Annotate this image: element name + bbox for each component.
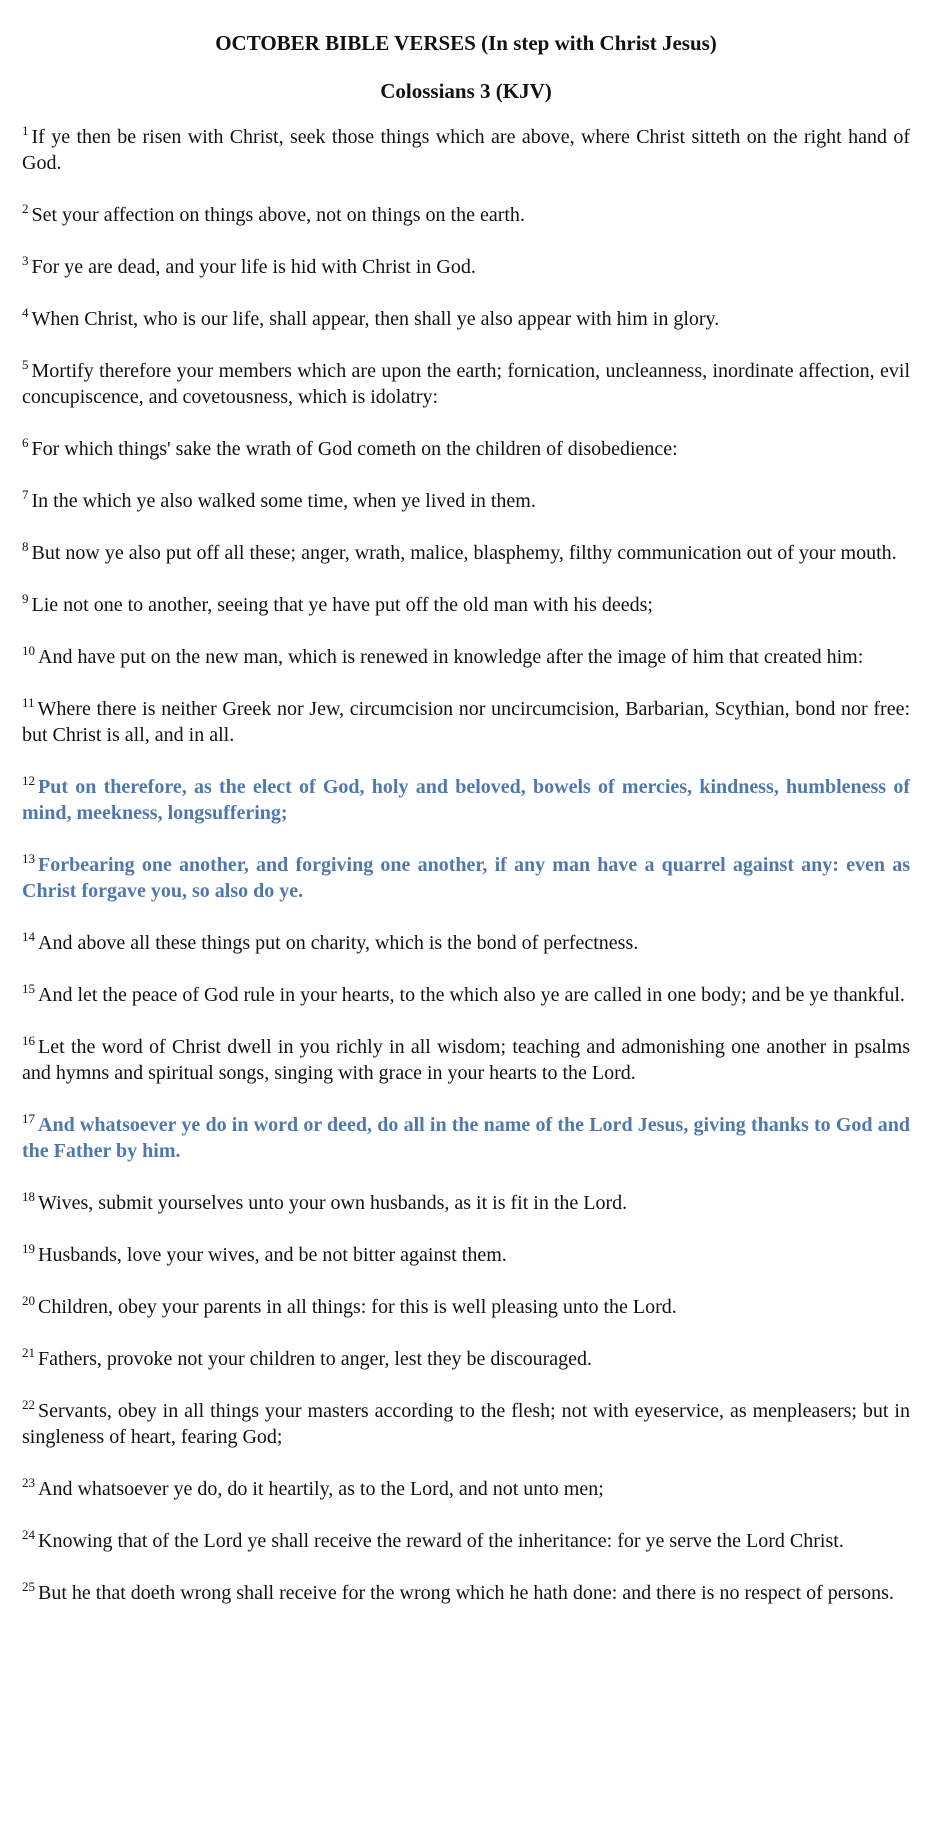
verse-13 (22, 852, 910, 904)
verse-text: Let the word of Christ dwell in you richly in all wisdom; teaching and admonishing one another in psalms and hymns and spiritual songs, singing with grace in your hearts to the Lord. (22, 1036, 910, 1084)
verse-text: But he that doeth wrong shall receive for the wrong which he hath done: and there is no respect of persons. (38, 1582, 894, 1604)
verse-4 (22, 306, 910, 332)
verse-text: Set your affection on things above, not on things on the earth. (31, 204, 525, 226)
verse-number: 4 (22, 305, 29, 320)
verse-number: 15 (22, 981, 35, 996)
verse-text: But now ye also put off all these; anger, wrath, malice, blasphemy, filthy communication out of your mouth. (31, 542, 897, 564)
verse-number: 16 (22, 1033, 35, 1048)
verse-16 (22, 1034, 910, 1086)
verse-25 (22, 1580, 910, 1606)
verse-8 (22, 540, 910, 566)
verse-6 (22, 436, 910, 462)
verse-20 (22, 1294, 910, 1320)
verse-1 (22, 124, 910, 176)
verse-18 (22, 1190, 910, 1216)
verse-text: And whatsoever ye do, do it heartily, as to the Lord, and not unto men; (38, 1478, 604, 1500)
verse-list (22, 124, 910, 1606)
verse-text: When Christ, who is our life, shall appear, then shall ye also appear with him in glory. (31, 308, 720, 330)
verse-text: For which things' sake the wrath of God cometh on the children of disobedience: (31, 438, 678, 460)
verse-number: 24 (22, 1527, 35, 1542)
verse-text: Where there is neither Greek nor Jew, circumcision nor uncircumcision, Barbarian, Scythian, bond nor free: but Christ is all, and in all. (22, 698, 910, 746)
verse-3 (22, 254, 910, 280)
verse-number: 22 (22, 1397, 35, 1412)
verse-15 (22, 982, 910, 1008)
verse-number: 10 (22, 643, 35, 658)
verse-text: And let the peace of God rule in your hearts, to the which also ye are called in one body; and be ye thankful. (38, 984, 905, 1006)
verse-text: Forbearing one another, and forgiving one another, if any man have a quarrel against any: even as Christ forgave you, so also do ye. (22, 854, 910, 902)
verse-text: Put on therefore, as the elect of God, holy and beloved, bowels of mercies, kindness, humbleness of mind, meekness, longsuffering; (22, 776, 910, 824)
verse-text: Fathers, provoke not your children to anger, lest they be discouraged. (38, 1348, 593, 1370)
verse-text: For ye are dead, and your life is hid with Christ in God. (31, 256, 476, 278)
verse-2 (22, 202, 910, 228)
verse-number: 13 (22, 851, 35, 866)
verse-9 (22, 592, 910, 618)
verse-number: 21 (22, 1345, 35, 1360)
verse-11 (22, 696, 910, 748)
verse-text: And above all these things put on charity, which is the bond of perfectness. (38, 932, 639, 954)
chapter-heading: Colossians 3 (KJV) (380, 79, 552, 103)
verse-number: 11 (22, 695, 35, 710)
verse-number: 18 (22, 1189, 35, 1204)
verse-text: And whatsoever ye do in word or deed, do all in the name of the Lord Jesus, giving thanks to God and the Father by him. (22, 1114, 910, 1162)
verse-number: 7 (22, 487, 29, 502)
verse-text: Lie not one to another, seeing that ye have put off the old man with his deeds; (31, 594, 653, 616)
verse-19 (22, 1242, 910, 1268)
verse-number: 19 (22, 1241, 35, 1256)
verse-text: In the which ye also walked some time, when ye lived in them. (31, 490, 536, 512)
verse-text: Mortify therefore your members which are upon the earth; fornication, uncleanness, inordinate affection, evil concupiscence, and covetousness, which is idolatry: (22, 360, 910, 408)
verse-number: 25 (22, 1579, 35, 1594)
verse-text: Wives, submit yourselves unto your own husbands, as it is fit in the Lord. (38, 1192, 628, 1214)
verse-24 (22, 1528, 910, 1554)
verse-number: 17 (22, 1111, 35, 1126)
verse-14 (22, 930, 910, 956)
verse-number: 1 (22, 123, 29, 138)
verse-text: Husbands, love your wives, and be not bitter against them. (38, 1244, 507, 1266)
verse-text: Servants, obey in all things your masters according to the flesh; not with eyeservice, as menpleasers; but in singleness of heart, fearing God; (22, 1400, 910, 1448)
verse-text: Children, obey your parents in all things: for this is well pleasing unto the Lord. (38, 1296, 677, 1318)
verse-7 (22, 488, 910, 514)
verse-number: 9 (22, 591, 29, 606)
verse-text: And have put on the new man, which is renewed in knowledge after the image of him that created him: (38, 646, 864, 668)
verse-number: 14 (22, 929, 35, 944)
verse-number: 8 (22, 539, 29, 554)
verse-number: 20 (22, 1293, 35, 1308)
verse-12 (22, 774, 910, 826)
verse-number: 12 (22, 773, 35, 788)
verse-number: 3 (22, 253, 29, 268)
verse-22 (22, 1398, 910, 1450)
verse-number: 6 (22, 435, 29, 450)
verse-number: 5 (22, 357, 29, 372)
verse-number: 23 (22, 1475, 35, 1490)
page-title: OCTOBER BIBLE VERSES (In step with Christ Jesus) (215, 31, 717, 55)
verse-text: If ye then be risen with Christ, seek those things which are above, where Christ sitteth on the right hand of God. (22, 126, 910, 174)
verse-21 (22, 1346, 910, 1372)
verse-10 (22, 644, 910, 670)
verse-number: 2 (22, 201, 29, 216)
verse-23 (22, 1476, 910, 1502)
verse-17 (22, 1112, 910, 1164)
verse-5 (22, 358, 910, 410)
verse-text: Knowing that of the Lord ye shall receive the reward of the inheritance: for ye serve the Lord Christ. (38, 1530, 844, 1552)
